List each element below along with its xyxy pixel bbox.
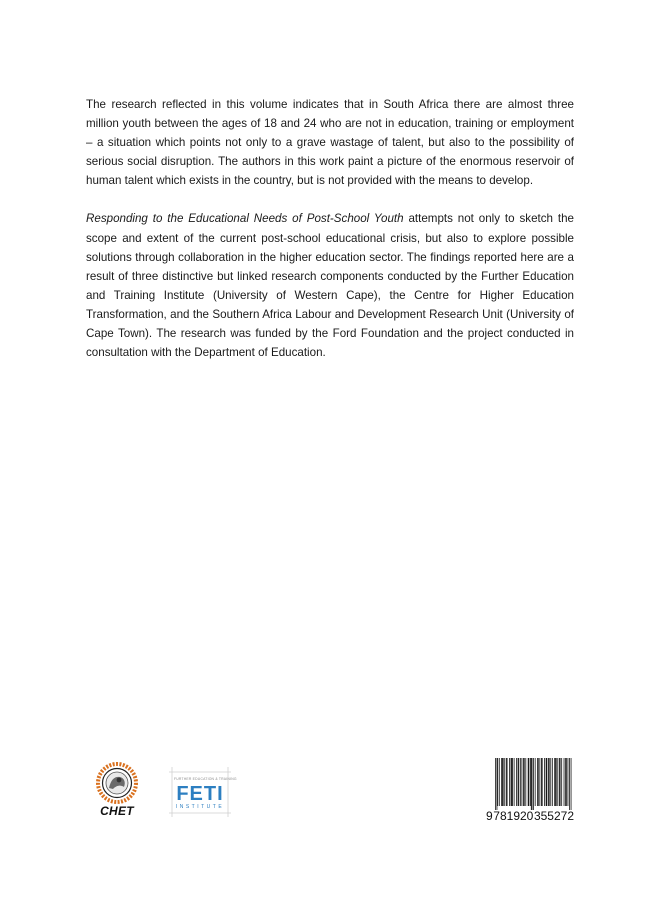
barcode-bar <box>497 758 498 810</box>
paragraph-2 <box>86 209 574 362</box>
barcode-bar <box>503 758 504 806</box>
barcode-bar <box>561 758 562 806</box>
barcode-bars <box>486 756 574 810</box>
barcode-bar <box>501 758 502 806</box>
barcode-bar <box>568 758 569 806</box>
barcode-bar <box>537 758 538 806</box>
barcode-bar <box>539 758 540 806</box>
barcode-bar <box>544 758 545 806</box>
barcode-bar <box>518 758 519 806</box>
paragraph-1: The research reflected in this volume indicates that in South Africa there are almost three million youth between the ages of 18 and 24 who are not in education, training or employment – a situation which points not only to a grave wastage of talent, but also to the possibility of serious social disruption. The authors in this work paint a picture of the enormous reservoir of human talent which exists in the country, but is not provided with the means to develop. <box>86 98 574 188</box>
barcode-bar <box>560 758 561 806</box>
barcode-bar <box>559 758 560 806</box>
barcode-bar <box>538 758 539 806</box>
barcode-bar <box>550 758 551 806</box>
barcode-bar <box>502 758 503 806</box>
barcode-bar <box>569 758 570 810</box>
barcode-bar <box>509 758 510 806</box>
chet-label: CHET <box>100 804 134 818</box>
barcode-bar <box>530 758 531 806</box>
barcode-bar <box>512 758 513 806</box>
feti-wordmark: FETI <box>176 783 224 805</box>
barcode-bar <box>514 758 515 806</box>
barcode-bar <box>546 758 547 806</box>
barcode-bar <box>564 758 565 806</box>
barcode-bar <box>531 758 532 810</box>
back-cover-text <box>86 95 574 381</box>
barcode-bar <box>571 758 572 810</box>
barcode-bar <box>533 758 534 810</box>
barcode-bar <box>525 758 526 806</box>
barcode-bar <box>506 758 507 806</box>
barcode-bar <box>542 758 543 806</box>
barcode-bar <box>495 758 496 810</box>
barcode-bar <box>524 758 525 806</box>
feti-subtitle: INSTITUTE <box>175 804 225 810</box>
isbn-digits <box>486 809 574 823</box>
barcode-bar <box>504 758 505 806</box>
barcode-bar <box>520 758 521 806</box>
barcode-bar <box>565 758 566 806</box>
barcode-bar <box>523 758 524 806</box>
barcode-bar <box>511 758 512 806</box>
barcode-bar <box>554 758 555 806</box>
barcode-bar <box>516 758 517 806</box>
isbn-barcode <box>486 756 574 826</box>
barcode-bar <box>546 758 547 806</box>
barcode-bar <box>548 758 549 806</box>
barcode-bar <box>522 758 523 806</box>
barcode-bar <box>556 758 557 806</box>
isbn-lead-digit: 9 <box>486 809 493 823</box>
barcode-bar <box>497 758 498 806</box>
barcode-bar <box>552 758 553 806</box>
feti-tagline: FURTHER EDUCATION & TRAINING <box>174 777 237 781</box>
barcode-bar <box>541 758 542 806</box>
barcode-bar <box>528 758 529 806</box>
barcode-bar <box>507 758 508 806</box>
barcode-bar <box>549 758 550 806</box>
barcode-bar <box>532 758 533 810</box>
chet-emblem-icon <box>93 762 141 806</box>
chet-logo <box>93 762 141 822</box>
barcode-bar <box>518 758 519 806</box>
barcode-bar <box>557 758 558 806</box>
barcode-bar <box>511 758 512 806</box>
barcode-bar <box>499 758 500 806</box>
isbn-group-1: 781920 <box>493 809 534 823</box>
barcode-bar <box>555 758 556 806</box>
barcode-bar <box>535 758 536 806</box>
book-title: Responding to the Educational Needs of Post-School Youth <box>86 212 404 226</box>
feti-logo <box>168 764 237 820</box>
isbn-group-2: 355272 <box>533 809 574 823</box>
barcode-bar <box>566 758 567 806</box>
barcode-bar <box>529 758 530 806</box>
paragraph-2-body: attempts not only to sketch the scope and extent of the current post-school educational crisis, but also to explore possible solutions through collaboration in the higher education sector. The findings reported here are a result of three distinctive but linked research components conducted by the Further Education and Training Institute (University of Western Cape), the Centre for Higher Education Transformation, and the Southern Africa Labour and Development Research Unit (University of Cape Town). The research was funded by the Ford Foundation and the project conducted in consultation with the Department of Education. <box>86 212 574 360</box>
